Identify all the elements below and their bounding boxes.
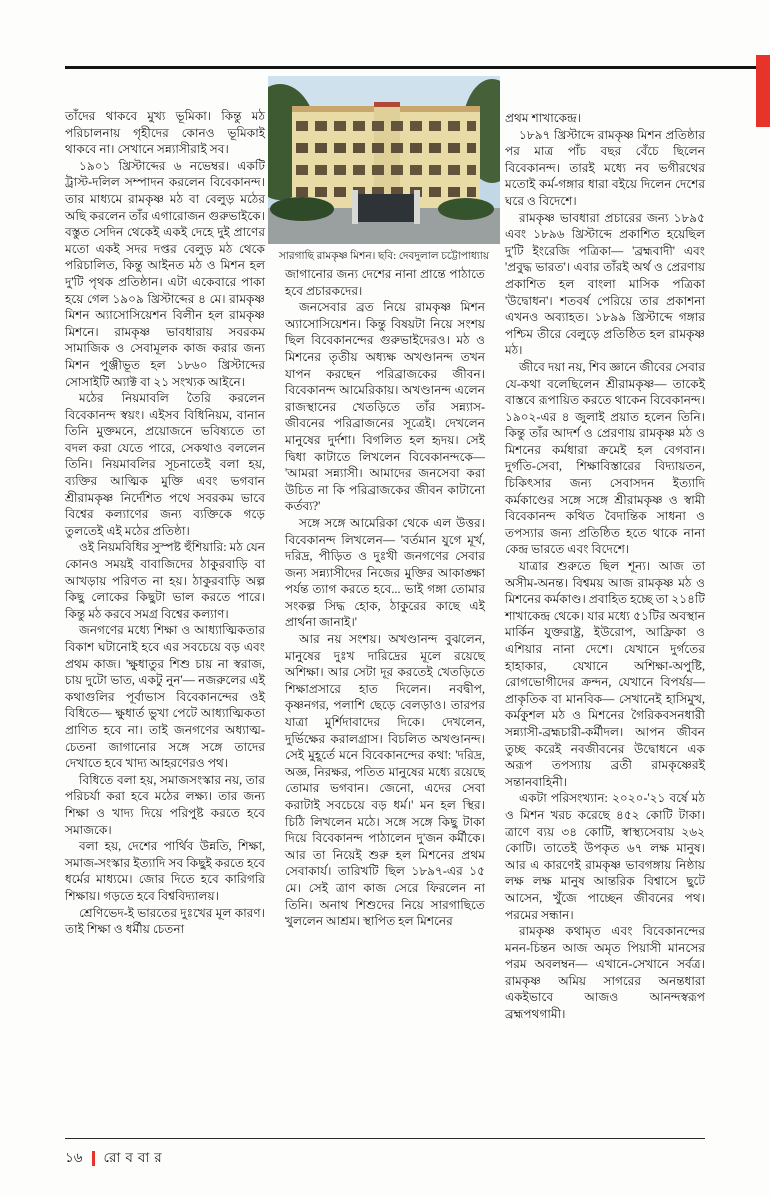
paragraph: একটা পরিসংখ্যান: ২০২০-'২১ বর্ষে মঠ ও মিশন খরচ করেছে ৪৫২ কোটি টাকা। ত্রাণে ব্যয় ৩৪ কোটি, স্বাস্থ্যসেবায় ২৬২ কোটি। তাতেই উপকৃত ৬৭ লক্ষ মানুষ। আর এ কারণেই রামকৃষ্ণ ভাবগঙ্গায় নিষ্ঠায় লক্ষ লক্ষ মানুষ আন্তরিক বিশ্বাসে ছুটে আসেন, খুঁজে পাচ্ছেন জীবনের পথ। পরমের সন্ধান।	[505, 791, 705, 922]
paragraph: বলা হয়, দেশের পার্থিব উন্নতি, শিক্ষা, সমাজ-সংস্কার ইত্যাদি সব কিছুই করতে হবে ধর্মের মাধ্যমে। জোর দিতে হবে কারিগরি শিক্ষায়। গড়তে হবে বিশ্ববিদ্যালয়।	[65, 839, 265, 903]
paragraph: ওই নিয়মবিধির সুস্পষ্ট হুঁশিয়ারি: মঠ যেন কোনও সময়ই বাবাজিদের ঠাকুরবাড়ি বা আখড়ায় পরিণত না হয়। ঠাকুরবাড়ি অল্প কিছু লোকের কিছুটা ভাল করতে পারে। কিন্তু মঠ করবে সমগ্র বিশ্বের কল্যাণ।	[65, 540, 265, 621]
paragraph: আর নয় সংশয়। অখণ্ডানন্দ বুঝলেন, মানুষের দুঃখ দারিদ্রের মূলে রয়েছে অশিক্ষা। আর সেটা দূর করতেই খেতড়িতে শিক্ষাপ্রসারে হাত দিলেন। নবদ্বীপ, কৃষ্ণনগর, পলাশি ছেড়ে বেলড়াও। তারপর যাত্রা মুর্শিদাবাদের দিকে। দেখলেন, দুর্ভিক্ষের করালগ্রাস। বিচলিত অখণ্ডানন্দ। সেই মুহূর্তে মনে বিবেকানন্দের কথা: 'দরিদ্র, অজ্ঞ, নিরক্ষর, পতিত মানুষের মধ্যে রয়েছে তোমার ভগবান। জেনো, এদের সেবা করাটাই সবচেয়ে বড় ধর্ম।' মন হল স্থির। চিঠি লিখলেন মঠে। সঙ্গে সঙ্গে কিছু টাকা দিয়ে বিবেকানন্দ পাঠালেন দু'জন কর্মীকে। আর তা নিয়েই শুরু হল মিশনের প্রথম সেবাকার্য। তারিখটি ছিল ১৮৯৭-এর ১৫ মে। সেই ত্রাণ কাজ সেরে ফিরলেন না তিনি। অনাথ শিশুদের নিয়ে সারগাছিতে খুললেন আশ্রম। স্থাপিত হল মিশনের	[285, 632, 485, 929]
section-name: রোববার	[103, 1150, 167, 1165]
text-column-middle	[285, 266, 485, 1108]
section-color-tab	[756, 55, 770, 127]
mission-building-photo	[268, 76, 500, 244]
paragraph: জনগণের মধ্যে শিক্ষা ও আধ্যাত্মিকতার বিকাশ ঘটানোই হবে এর সবচেয়ে বড় এবং প্রথম কাজ। 'ক্ষুধাতুর শিশু চায় না স্বরাজ, চায় দুটো ভাত, একটু নুন'— নজরুলের এই কথাগুলির পূর্বাভাস বিবেকানন্দের ওই বিধিতে— ক্ষুধার্ত ভুখা পেটে আধ্যাত্মিকতা প্রাণিত হবে না। তাই জনগণের অধ্যাত্ম-চেতনা জাগানোর সঙ্গে সঙ্গে তাদের দেখাতে হবে খাদ্য আহরণেরও পথ।	[65, 623, 265, 771]
footer-rule	[65, 1138, 705, 1139]
page-footer	[65, 1147, 167, 1170]
building-illustration	[268, 76, 500, 244]
paragraph: জাগানোর জন্য দেশের নানা প্রান্তে পাঠাতে হবে প্রচারকদের।	[285, 267, 485, 298]
paragraph: জনসেবার ব্রত নিয়ে রামকৃষ্ণ মিশন অ্যাসোসিয়েশন। কিন্তু বিষয়টা নিয়ে সংশয় ছিল বিবেকানন্দের গুরুভাইদেরও। মঠ ও মিশনের তৃতীয় অধ্যক্ষ অখণ্ডানন্দ তখন যাপন করছেন পরিব্রাজকের জীবন। বিবেকানন্দ আমেরিকায়। অখণ্ডানন্দ এলেন রাজস্থানের খেতড়িতে তাঁর সন্ন্যাস-জীবনের পরিব্রাজনের সূত্রেই। দেখলেন মানুষের দুর্দশা। বিগলিত হল হৃদয়। সেই দ্বিধা কাটাতে লিখলেন বিবেকানন্দকে— 'আমরা সন্ন্যাসী। আমাদের জনসেবা করা উচিত না কি পরিব্রাজকের জীবন কাটানো কর্তব্য?'	[285, 300, 485, 514]
paragraph: মঠের নিয়মাবলি তৈরি করলেন বিবেকানন্দ স্বয়ং। এইসব বিধিনিয়ম, বানান তিনি মুক্তমনে, প্রয়োজনে ভবিষ্যতে তা বদল করা যেতে পারে, সেকথাও বললেন তিনি। নিয়মাবলির সূচনাতেই বলা হয়, ব্যক্তির আত্মিক মুক্তি এবং ভগবান শ্রীরামকৃষ্ণ নির্দেশিত পথে সবরকম ভাবে বিশ্বের কল্যাণের জন্য ব্যক্তিকে গড়ে তুলতেই এই মঠের প্রতিষ্ঠা।	[65, 391, 265, 538]
photo-caption: সারগাছি রামকৃষ্ণ মিশন। ছবি: দেবদুলাল চট্টোপাধ্যায়	[278, 251, 490, 262]
text-column-right	[505, 110, 705, 1108]
paragraph: প্রথম শাখাকেন্দ্র।	[505, 111, 582, 125]
paragraph: তাঁদের থাকবে মুখ্য ভূমিকা। কিন্তু মঠ পরিচালনায় গৃহীদের কোনও ভূমিকাই থাকবে না। সেখানে সন্ন্যাসীরাই সব।	[65, 109, 265, 157]
text-column-left	[65, 108, 265, 1108]
paragraph: ১৮৯৭ খ্রিস্টাব্দে রামকৃষ্ণ মিশন প্রতিষ্ঠার পর মাত্র পাঁচ বছর বেঁচে ছিলেন বিবেকানন্দ। তারই মধ্যে নব ভগীরথের মতোই কর্ম-গঙ্গার ধারা বইয়ে দিলেন দেশের ঘরে ও বিদেশে।	[505, 127, 705, 208]
paragraph: জীবে দয়া নয়, শিব জ্ঞানে জীবের সেবার যে-কথা বলেছিলেন শ্রীরামকৃষ্ণ— তাকেই বাস্তবে রূপায়িত করতে থাকেন বিবেকানন্দ। ১৯০২-এর ৪ জুলাই প্রয়াত হলেন তিনি। কিন্তু তাঁর আদর্শ ও প্রেরণায় রামকৃষ্ণ মঠ ও মিশনের কর্মধারা ক্রমেই হল বেগবান। দুর্গতি-সেবা, শিক্ষাবিস্তারের বিদ্যায়তন, চিকিৎসার জন্য সেবাসদন ইত্যাদি কর্মকাণ্ডের সঙ্গে সঙ্গে শ্রীরামকৃষ্ণ ও স্বামী বিবেকানন্দ কথিত বৈদান্তিক সাধনা ও তপস্যার জন্য প্রতিষ্ঠিত হতে থাকে নানা কেন্দ্র ভারতে এবং বিদেশে।	[505, 359, 705, 557]
paragraph: ১৯০১ খ্রিস্টাব্দের ৬ নভেম্বর। একটি ট্রাস্ট-দলিল সম্পাদন করলেন বিবেকানন্দ। তার মাধ্যমে রামকৃষ্ণ মঠ বা বেলুড় মঠের অছি করলেন তাঁর এগারোজন গুরুভাইকে। বস্তুত সেদিন থেকেই একই দেহে দুই প্রাণের মতো একই সদর দপ্তর বেলুড় মঠ থেকে পরিচালিত, কিন্তু আইনত মঠ ও মিশন হল দু'টি পৃথক প্রতিষ্ঠান। এটা একেবারে পাকা হয়ে গেল ১৯০৯ খ্রিস্টাব্দের ৪ মে। রামকৃষ্ণ মিশন অ্যাসোসিয়েশন বিলীন হল রামকৃষ্ণ মিশনে। রামকৃষ্ণ ভাবধারায় সবরকম সামাজিক ও সেবামূলক কাজ করার জন্য মিশন পুঞ্জীভূত হল ১৮৬০ খ্রিস্টাব্দের সোসাইটি অ্যাক্ট বা ২১ সংখ্যক আইনে।	[65, 158, 265, 389]
footer-separator	[92, 1151, 95, 1166]
paragraph: সঙ্গে সঙ্গে আমেরিকা থেকে এল উত্তর। বিবেকানন্দ লিখলেন— 'বর্তমান যুগে মূর্খ, দরিদ্র, পীড়িত ও দুঃখী জনগণের সেবার জন্য সন্ন্যাসীদের নিজের মুক্তির আকাঙ্ক্ষা পর্যন্ত ত্যাগ করতে হবে... ভাই গঙ্গা তোমার সংকল্প সিদ্ধ হোক, ঠাকুরের কাছে এই প্রার্থনা জানাই।'	[285, 515, 485, 630]
page-number: ১৬	[65, 1150, 83, 1165]
paragraph: যাত্রার শুরুতে ছিল শূন্য। আজ তা অসীম-অনন্ত। বিশ্বময় আজ রামকৃষ্ণ মঠ ও মিশনের কর্মকাণ্ড। প্রবাহিত হচ্ছে তা ২১৪টি শাখাকেন্দ্র থেকে। যার মধ্যে ৫১টির অবস্থান মার্কিন যুক্তরাষ্ট্র, ইউরোপ, আফ্রিকা ও এশিয়ার নানা দেশে। যেখানে দুর্গতের হাহাকার, যেখানে অশিক্ষা-অপুষ্টি, রোগভোগীদের ক্রন্দন, যেখানে বিপর্যয়— প্রাকৃতিক বা মানবিক— সেখানেই হাসিমুখ, কর্মকুশল মঠ ও মিশনের গৈরিকবসনধারী সন্ন্যাসী-ব্রহ্মচারী-কর্মীদল। আপন জীবন তুচ্ছ করেই নবজীবনের উদ্বোধনে এক অরূপ তপস্যায় ব্রতী রামকৃষ্ণেরই সন্তানবাহিনী।	[505, 559, 705, 789]
paragraph: রামকৃষ্ণ ভাবধারা প্রচারের জন্য ১৮৯৫ এবং ১৮৯৬ খ্রিস্টাব্দে প্রকাশিত হয়েছিল দু'টি ইংরেজি পত্রিকা— 'ব্রহ্মবাদী' এবং 'প্রবুদ্ধ ভারত'। এবার তাঁরই অর্থ ও প্রেরণায় প্রকাশিত হল বাংলা মাসিক পত্রিকা 'উদ্বোধন'। শতবর্ষ পেরিয়ে তার প্রকাশনা এখনও অব্যাহত। ১৮৯৯ খ্রিস্টাব্দে গঙ্গার পশ্চিম তীরে বেলুড়ে প্রতিষ্ঠিত হল রামকৃষ্ণ মঠ।	[505, 210, 705, 358]
top-rule	[65, 66, 770, 69]
paragraph: রামকৃষ্ণ কথামৃত এবং বিবেকানন্দের মনন-চিন্তন আজ অমৃত পিয়াসী মানসের পরম অবলম্বন— এখানে-সেখানে সর্বত্র। রামকৃষ্ণ অমিয় সাগরের অনন্তধারা একইভাবে আজও আনন্দস্বরূপ ব্রহ্মপথগামী।	[505, 924, 705, 1022]
paragraph: শ্রেণিভেদ-ই ভারতের দুঃখের মূল কারণ। তাই শিক্ষা ও ধর্মীয় চেতনা	[65, 905, 265, 937]
paragraph: বিধিতে বলা হয়, সমাজসংস্কার নয়, তার পরিচর্যা করা হবে মঠের লক্ষ্য। তার জন্য শিক্ষা ও খাদ্য দিয়ে পরিপুষ্ট করতে হবে সমাজকে।	[65, 772, 265, 837]
